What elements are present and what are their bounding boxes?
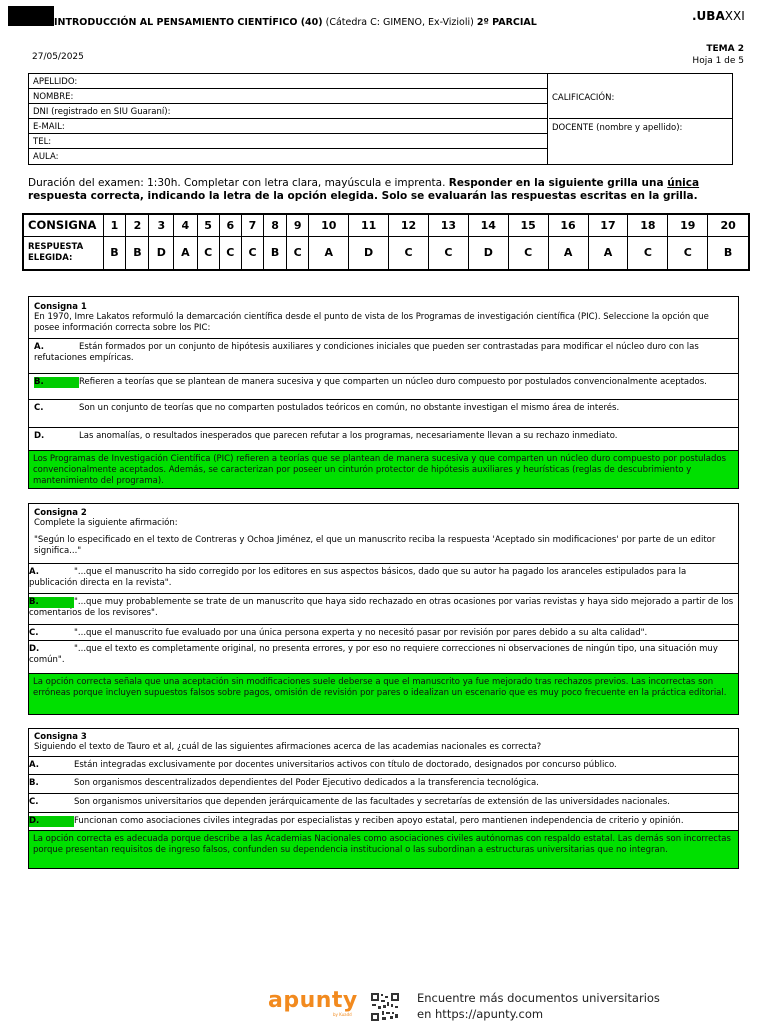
field-apellido[interactable]: APELLIDO: [29,74,547,89]
grid-number-19: 19 [668,214,708,236]
question-prompt: Complete la siguiente afirmación: [34,518,178,528]
grid-number-11: 11 [349,214,389,236]
apunty-logo[interactable]: apunty [268,988,358,1013]
option-d[interactable]: D. Funcionan como asociaciones civiles integradas por especialistas y reciben apoyo estatal, pero mantienen independencia de criterio y opinión. [29,812,738,830]
grid-number-20: 20 [708,214,749,236]
grid-number-16: 16 [548,214,588,236]
answer-explanation: La opción correcta señala que una aceptación sin modificaciones suele deberse a que el manuscrito ya fue mejorado tras rechazos previos. Las incorrectas son erróneas porque incluyen supuestos falsos sobre pagos, omisión de revisión por pares o idealizan un escenario que es muy poco frecuente en la práctica editorial. [29,673,738,714]
grid-number-2: 2 [126,214,149,236]
grid-answer-7[interactable]: C [241,236,263,270]
grid-answer-1[interactable]: B [103,236,126,270]
option-a[interactable]: A. Están integradas exclusivamente por docentes universitarios activos con título de doctorado, designados por concurso público. [29,756,738,774]
uba-logo: .UBAXXI [692,9,745,23]
grid-number-17: 17 [588,214,628,236]
grid-answer-13[interactable]: C [428,236,468,270]
option-a[interactable]: A. "...que el manuscrito ha sido corregido por los editores en sus aspectos básicos, dado que su autor ha pagado los aranceles estipulados para la publicación directa en la revista". [29,563,738,593]
grid-answer-19[interactable]: C [668,236,708,270]
question-title: Consigna 2 [34,508,87,518]
redaction-box [8,6,54,26]
question-block-3 [28,728,739,869]
grid-answer-18[interactable]: C [628,236,668,270]
grid-number-6: 6 [219,214,241,236]
grid-header-label: CONSIGNA [23,214,103,236]
grid-answer-5[interactable]: C [197,236,219,270]
qr-code-icon[interactable] [370,992,400,1022]
grid-answer-15[interactable]: C [508,236,548,270]
question-title: Consigna 1 [34,302,87,312]
apunty-logo-sub: by Kuadd [333,1012,352,1017]
field-aula[interactable]: AULA: [33,152,59,162]
grid-answer-8[interactable]: B [264,236,287,270]
answer-explanation: Los Programas de Investigación Científica (PIC) refieren a teorías que se plantean de manera sucesiva y que comparten un núcleo duro compuesto por postulados convencionalmente aceptados. Además, se caracterizan por poseer un cinturón protector de hipótesis auxiliares y heurísticas (reglas de descubrimiento y mantenimiento del programa). [29,450,738,488]
grid-answer-9[interactable]: C [287,236,309,270]
student-info-table [28,73,733,165]
option-d[interactable]: D. Las anomalías, o resultados inesperados que parecen refutar a los programas, necesariamente llevan a su rechazo inmediato. [29,427,738,450]
instructions: Duración del examen: 1:30h. Completar con letra clara, mayúscula e imprenta. Responder en la siguiente grilla una única respuesta correcta, indicando la letra de la opción elegida. Solo se evaluarán las respuestas escritas en la grilla. [28,177,700,202]
grid-answer-14[interactable]: D [468,236,508,270]
option-b[interactable]: B. Refieren a teorías que se plantean de manera sucesiva y que comparten un núcleo duro compuesto por postulados convencionalmente aceptados. [29,373,738,399]
grid-number-10: 10 [309,214,349,236]
option-c[interactable]: C. Son un conjunto de teorías que no comparten postulados teóricos en común, no obstante investigan el mismo área de interés. [29,399,738,427]
field-docente: DOCENTE (nombre y apellido): [552,123,683,133]
grid-answer-4[interactable]: A [174,236,197,270]
grid-answer-12[interactable]: C [389,236,429,270]
grid-number-15: 15 [508,214,548,236]
grid-number-4: 4 [174,214,197,236]
option-d[interactable]: D. "...que el texto es completamente original, no presenta errores, y por eso no requiere correcciones ni observaciones de ningún tipo, una situación muy común". [29,640,738,673]
question-prompt: En 1970, Imre Lakatos reformuló la demarcación científica desde el punto de vista de los Programas de investigación científica (PIC). Seleccione la opción que posee información correcta sobre los PIC: [34,312,709,333]
page-counter: Hoja 1 de 5 [692,56,744,66]
question-prompt: Siguiendo el texto de Tauro et al, ¿cuál de las siguientes afirmaciones acerca de las academias nacionales es correcta? [34,742,542,752]
answer-grid [22,213,750,271]
grid-answer-16[interactable]: A [548,236,588,270]
grid-number-9: 9 [287,214,309,236]
option-a[interactable]: A. Están formados por un conjunto de hipótesis auxiliares y condiciones iniciales que pueden ser contrastadas para modificar el núcleo duro con las refutaciones empíricas. [29,338,738,373]
grid-number-7: 7 [241,214,263,236]
grid-number-12: 12 [389,214,429,236]
grid-number-1: 1 [103,214,126,236]
question-block-2 [28,503,739,715]
grid-answer-20[interactable]: B [708,236,749,270]
grid-answer-label: RESPUESTA ELEGIDA: [23,236,103,270]
option-c[interactable]: C. "...que el manuscrito fue evaluado por una única persona experta y no necesitó pasar por revisión por pares debido a su alta calidad". [29,624,738,640]
grid-answer-2[interactable]: B [126,236,149,270]
question-quote: "Según lo especificado en el texto de Contreras y Ochoa Jiménez, el que un manuscrito reciba la respuesta 'Aceptado sin modificaciones' por parte de un editor significa..." [34,535,716,556]
grid-number-5: 5 [197,214,219,236]
grid-answer-10[interactable]: A [309,236,349,270]
grid-number-8: 8 [264,214,287,236]
grid-answer-6[interactable]: C [219,236,241,270]
footer-text: Encuentre más documentos universitarios en https://apunty.com [417,991,660,1021]
tema-label: TEMA 2 [706,44,744,54]
question-block-1 [28,296,739,489]
grid-number-14: 14 [468,214,508,236]
option-b[interactable]: B. Son organismos descentralizados dependientes del Poder Ejecutivo dedicados a la transferencia tecnológica. [29,774,738,793]
field-calificacion: CALIFICACIÓN: [552,93,615,103]
course-title: INTRODUCCIÓN AL PENSAMIENTO CIENTÍFICO (40) (Cátedra C: GIMENO, Ex-Vizioli) 2º PARCIAL [54,17,537,28]
grid-answer-17[interactable]: A [588,236,628,270]
field-dni[interactable]: DNI (registrado en SIU Guaraní): [29,104,547,119]
answer-explanation: La opción correcta es adecuada porque describe a las Academias Nacionales como asociaciones civiles autónomas con respaldo estatal. Las demás son incorrectas porque presentan requisitos de ingreso falsos, confunden su dependencia institucional o las subordinan a estructuras universitarias que no integran. [29,830,738,868]
field-email[interactable]: E-MAIL: [29,119,547,134]
grid-number-3: 3 [149,214,174,236]
option-b[interactable]: B. "...que muy probablemente se trate de un manuscrito que haya sido rechazado en otras ocasiones por varias revistas y haya sido mejorado a partir de los comentarios de los revisores". [29,593,738,624]
grid-answer-3[interactable]: D [149,236,174,270]
question-title: Consigna 3 [34,732,87,742]
grid-number-13: 13 [428,214,468,236]
exam-date: 27/05/2025 [32,52,84,62]
grid-answer-11[interactable]: D [349,236,389,270]
field-tel[interactable]: TEL: [29,134,547,149]
field-nombre[interactable]: NOMBRE: [29,89,547,104]
option-c[interactable]: C. Son organismos universitarios que dependen jerárquicamente de las facultades y secretarías de extensión de las universidades nacionales. [29,793,738,812]
grid-number-18: 18 [628,214,668,236]
